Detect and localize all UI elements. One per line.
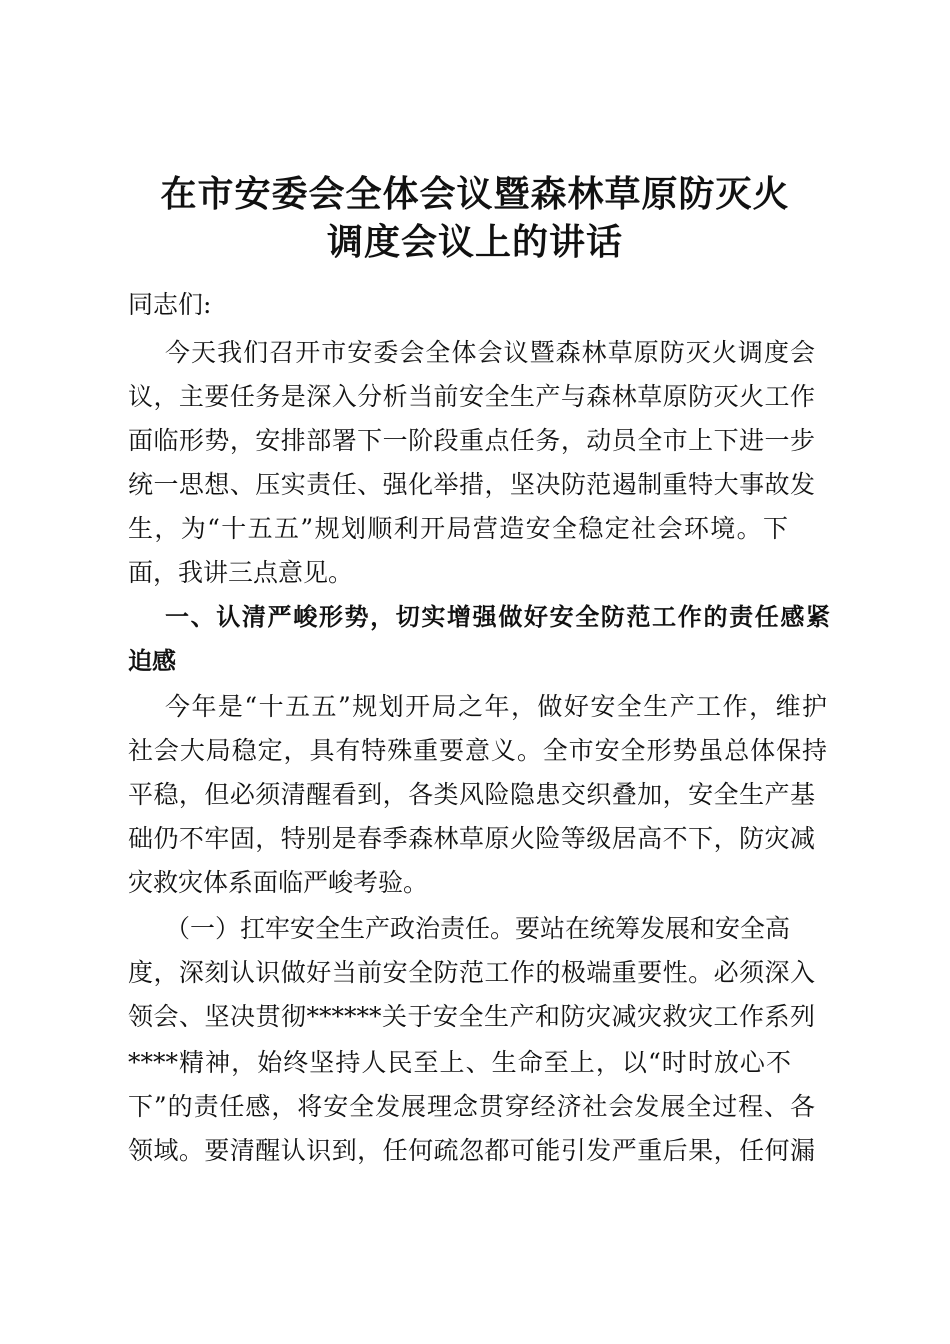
- subsection-heading: （一）扛牢安全生产政治责任。: [165, 914, 516, 943]
- subsection-paragraph-first-line: [165, 912, 790, 946]
- salutation: 同志们:: [128, 290, 212, 319]
- section-heading: 迫感: [128, 647, 176, 675]
- title-line-2: 调度会议上的讲话: [326, 221, 623, 263]
- body-line: 础仍不牢固，特别是春季森林草原火险等级居高不下，防灾减: [128, 824, 815, 853]
- intro-line: 议，主要任务是深入分析当前安全生产与森林草原防灭火工作: [128, 382, 815, 411]
- body-line: 下”的责任感，将安全发展理念贯穿经济社会发展全过程、各: [128, 1092, 815, 1121]
- intro-line: 生，为“十五五”规划顺利开局营造安全稳定社会环境。下: [128, 514, 788, 543]
- body-line: 社会大局稳定，具有特殊重要意义。全市安全形势虽总体保持: [128, 736, 827, 765]
- body-line: 平稳，但必须清醒看到，各类风险隐患交织叠加，安全生产基: [128, 780, 815, 809]
- section-heading: 一、认清严峻形势，切实增强做好安全防范工作的责任感紧: [165, 603, 830, 631]
- body-line: 领会、坚决贯彻******关于安全生产和防灾减灾救灾工作系列: [128, 1002, 815, 1031]
- intro-line: 面，我讲三点意见。: [128, 558, 354, 587]
- body-line: 今年是“十五五”规划开局之年，做好安全生产工作，维护: [165, 692, 827, 721]
- intro-line: 今天我们召开市安委会全体会议暨森林草原防灭火调度会: [165, 338, 815, 367]
- intro-line: 统一思想、压实责任、强化举措，坚决防范遏制重特大事故发: [128, 470, 815, 499]
- body-text: 要站在统筹发展和安全高: [515, 914, 791, 943]
- title-line-1: 在市安委会全体会议暨森林草原防灭火: [160, 173, 790, 215]
- body-line: 领域。要清醒认识到，任何疏忽都可能引发严重后果，任何漏: [128, 1136, 815, 1165]
- body-line: ****精神，始终坚持人民至上、生命至上，以“时时放心不: [128, 1048, 791, 1077]
- intro-line: 面临形势，安排部署下一阶段重点任务，动员全市上下进一步: [128, 426, 815, 455]
- body-line: 灾救灾体系面临严峻考验。: [128, 868, 429, 897]
- body-line: 度，深刻认识做好当前安全防范工作的极端重要性。必须深入: [128, 958, 815, 987]
